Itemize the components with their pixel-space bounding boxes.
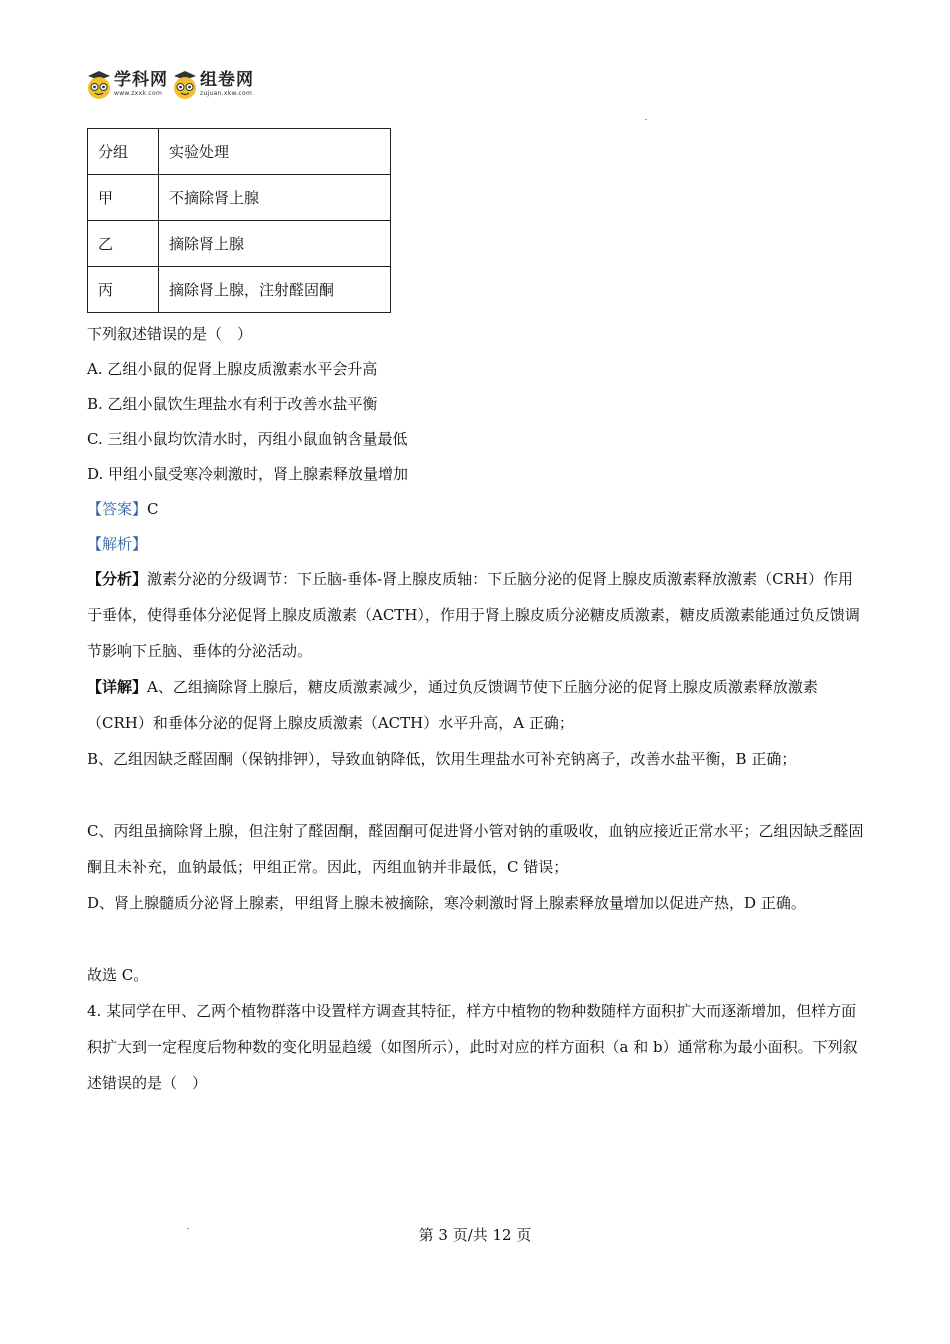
brand-url-2: zujuan.xkw.com (200, 90, 253, 97)
table-row (88, 175, 391, 221)
table-header-cell: 实验处理 (159, 129, 391, 175)
detail-paragraph-a (87, 669, 865, 741)
page-number: 第 3 页/共 12 页 (418, 1226, 532, 1244)
question-stem: 下列叙述错误的是（ ） (87, 325, 253, 343)
zujuan-logo (172, 70, 254, 100)
experiment-table (87, 128, 391, 313)
table-cell: 丙 (88, 267, 159, 313)
option-d: D. 甲组小鼠受寒冷刺激时，肾上腺素释放量增加 (87, 465, 409, 483)
header-logo (86, 70, 254, 100)
detail-paragraph-d: D、肾上腺髓质分泌肾上腺素，甲组肾上腺未被摘除，寒冷刺激时肾上腺素释放量增加以促进产热，D 正确。 (87, 894, 806, 912)
brand-name-1: 学科网 (114, 70, 168, 90)
table-header-cell: 分组 (88, 129, 159, 175)
answer-label: 【答案】 (87, 500, 148, 518)
detail-paragraph-b: B、乙组因缺乏醛固酮（保钠排钾），导致血钠降低，饮用生理盐水可补充钠离子，改善水盐平衡，B 正确； (87, 750, 797, 768)
fenxi-label: 【分析】 (87, 570, 148, 588)
option-b: B. 乙组小鼠饮生理盐水有利于改善水盐平衡 (87, 395, 378, 413)
detail-paragraph-c: C、丙组虽摘除肾上腺，但注射了醛固酮，醛固酮可促进肾小管对钠的重吸收，血钠应接近正常水平；乙组因缺乏醛固酮且未补充，血钠最低；甲组正常。因此，丙组血钠并非最低，C 错误； (87, 822, 864, 876)
conclusion: 故选 C。 (87, 966, 149, 984)
table-cell: 不摘除肾上腺 (159, 175, 391, 221)
detail-text-a: A、乙组摘除肾上腺后，糖皮质激素减少，通过负反馈调节使下丘脑分泌的促肾上腺皮质激素释放激素（CRH）和垂体分泌的促肾上腺皮质激素（ACTH）水平升高，A 正确； (87, 678, 818, 732)
brand-url-1: www.zxxk.com (114, 90, 163, 97)
zxxk-logo (86, 70, 168, 100)
table-cell: 乙 (88, 221, 159, 267)
owl-face-icon (172, 70, 198, 100)
scan-dot (645, 119, 647, 120)
table-row (88, 221, 391, 267)
question-4: 4. 某同学在甲、乙两个植物群落中设置样方调查其特征，样方中植物的物种数随样方面积扩大而逐渐增加，但样方面积扩大到一定程度后物种数的变化明显趋缓（如图所示），此时对应的样方面积（a 和 b）通常称为最小面积。下列叙述错误的是（ ） (87, 1002, 858, 1092)
option-c: C. 三组小鼠均饮清水时，丙组小鼠血钠含量最低 (87, 430, 408, 448)
analysis-label-line (87, 526, 865, 562)
option-a: A. 乙组小鼠的促肾上腺皮质激素水平会升高 (87, 360, 378, 378)
table-cell: 摘除肾上腺 (159, 221, 391, 267)
analysis-paragraph (87, 561, 865, 669)
table-header-row (88, 129, 391, 175)
fenxi-text: 激素分泌的分级调节：下丘脑-垂体-肾上腺皮质轴：下丘脑分泌的促肾上腺皮质激素释放激素（CRH）作用于垂体，使得垂体分泌促肾上腺皮质激素（ACTH），作用于肾上腺皮质分泌糖皮质激素，糖皮质激素能通过负反馈调节影响下丘脑、垂体的分泌活动。 (87, 570, 860, 660)
answer-line (87, 491, 865, 527)
analysis-label: 【解析】 (87, 535, 148, 553)
answer-value: C (147, 500, 159, 518)
table-cell: 摘除肾上腺，注射醛固酮 (159, 267, 391, 313)
xiangjie-label: 【详解】 (87, 678, 148, 696)
table-cell: 甲 (88, 175, 159, 221)
table-row (88, 267, 391, 313)
brand-name-2: 组卷网 (200, 70, 254, 90)
owl-face-icon (86, 70, 112, 100)
